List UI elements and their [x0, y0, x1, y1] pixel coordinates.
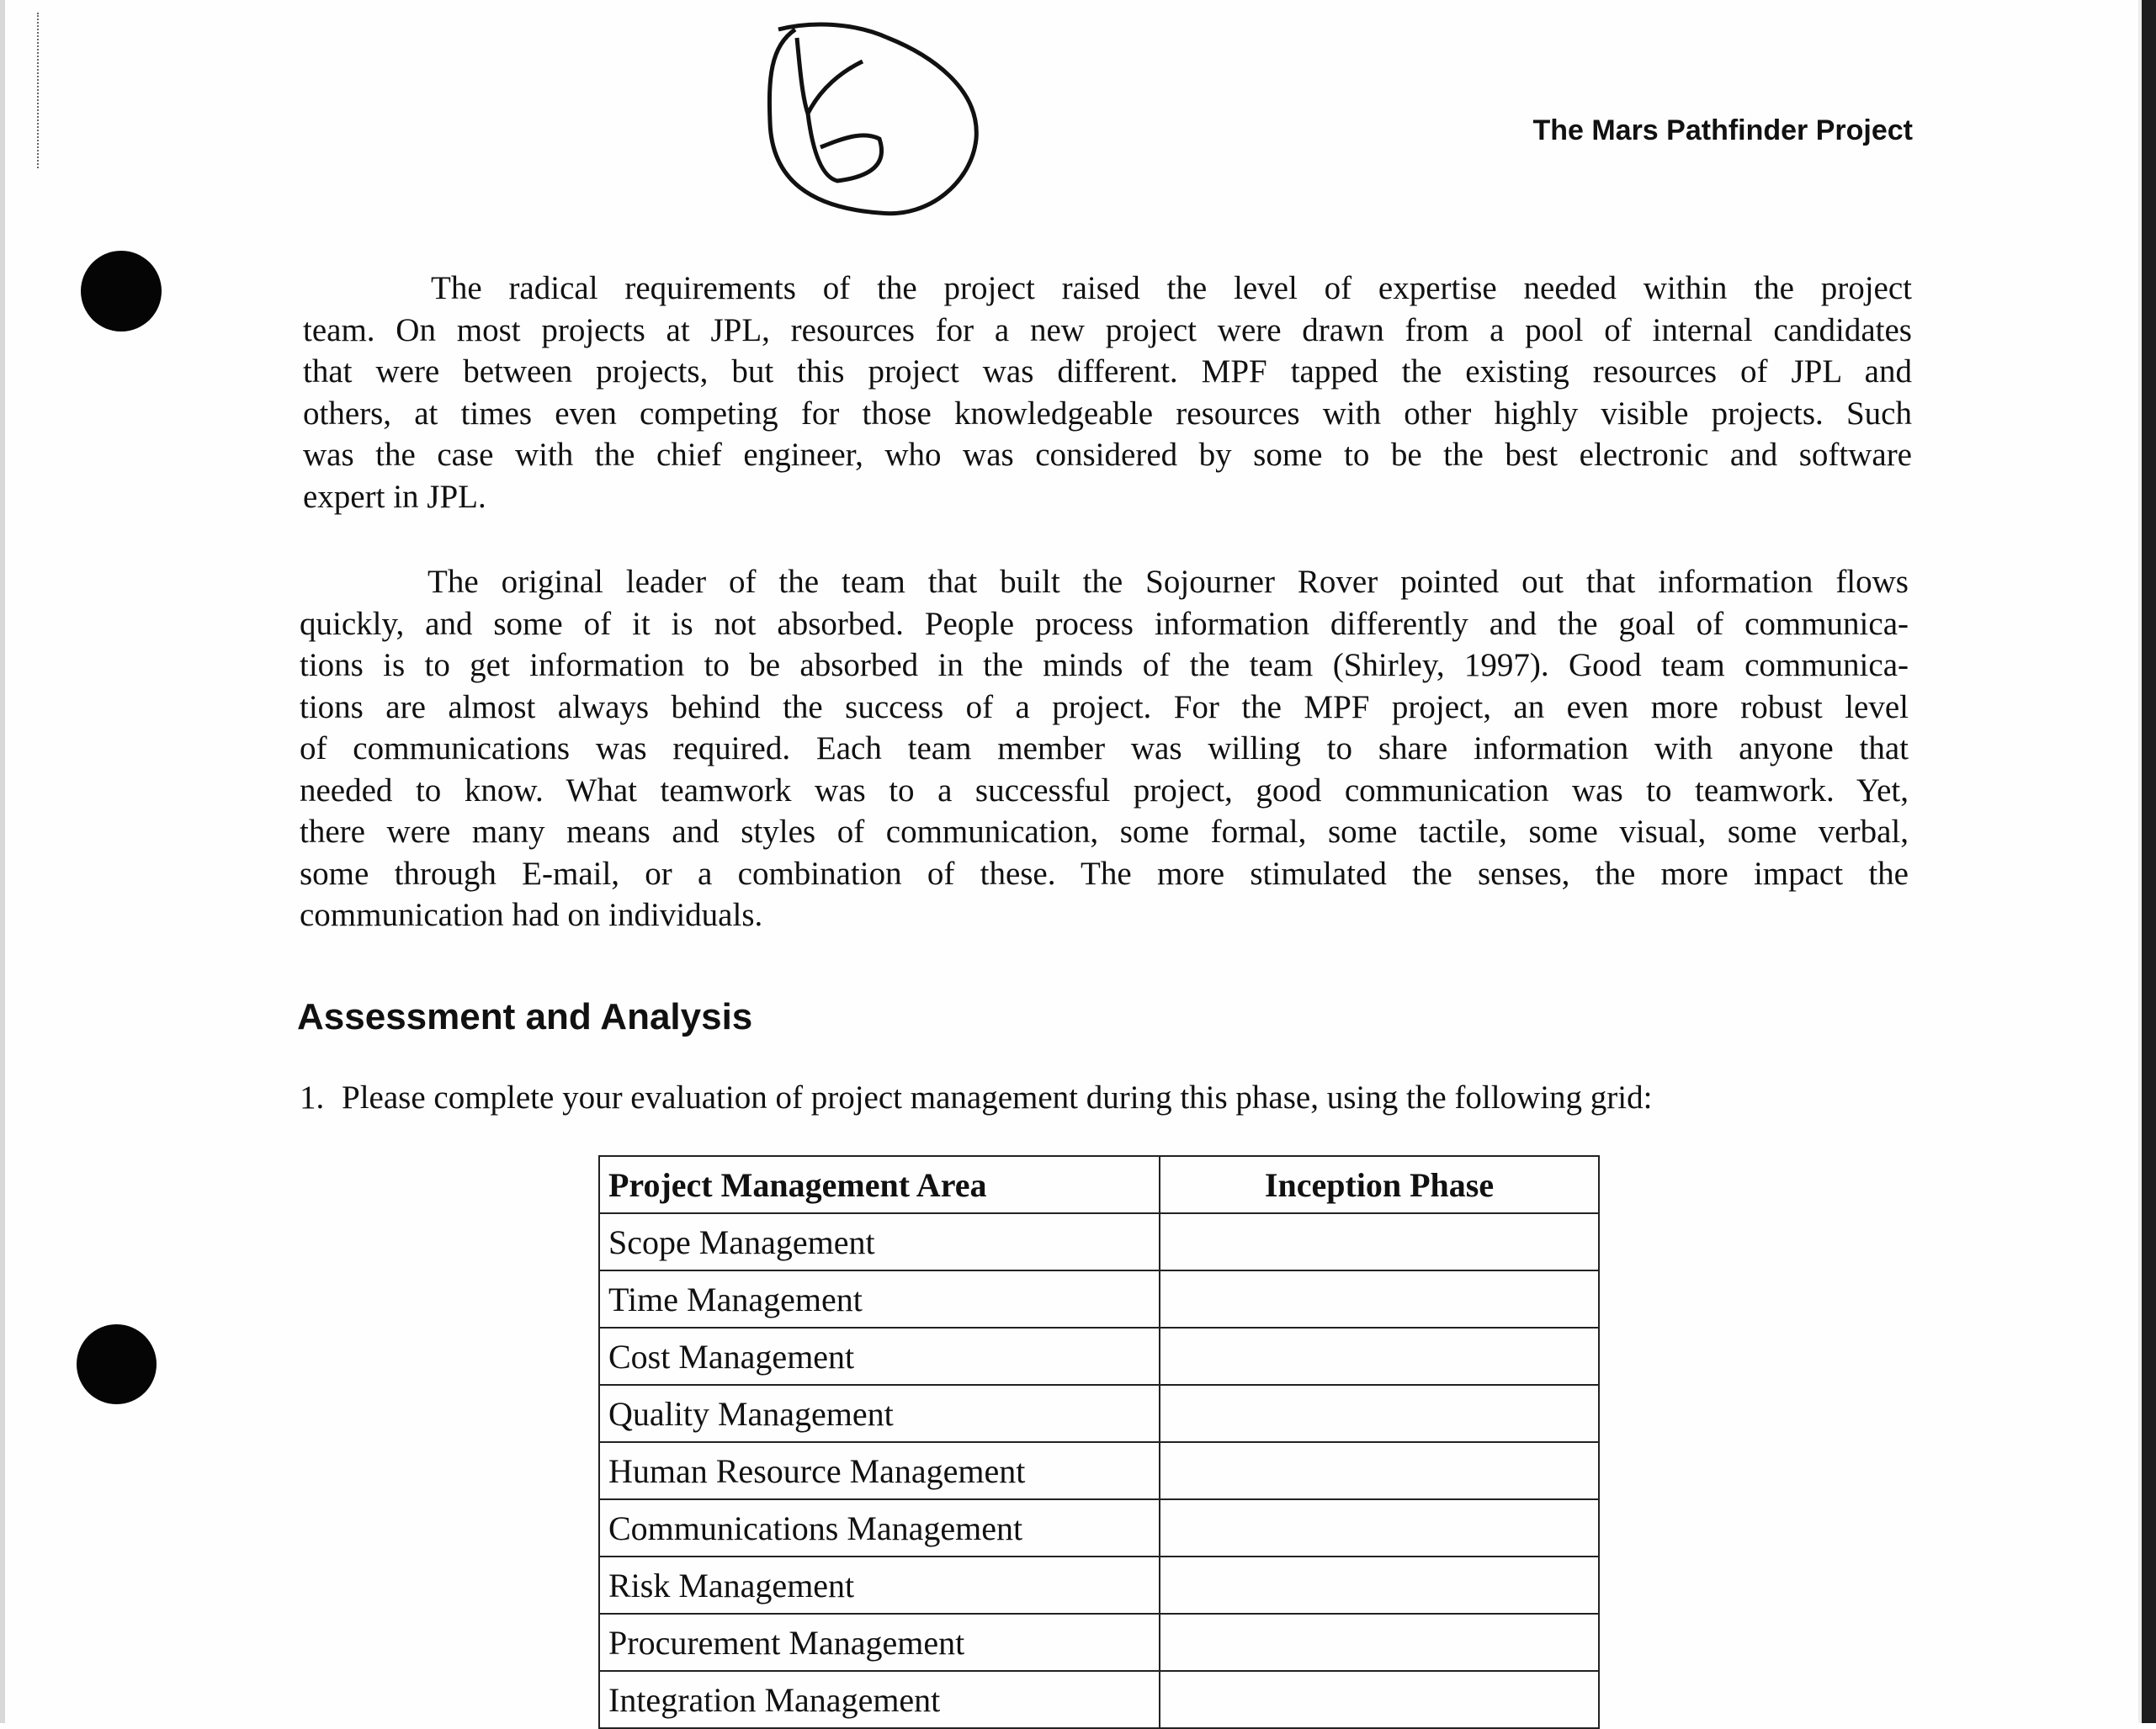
- scan-left-edge: [0, 0, 5, 1723]
- question-text: Please complete your evaluation of project management during this phase, using the following grid:: [342, 1079, 1653, 1116]
- table-row: [599, 1499, 1599, 1557]
- table-row: [599, 1328, 1599, 1385]
- text-line: others, at times even competing for those knowledgeable resources with other highly visible projects. Such: [303, 395, 1912, 432]
- table-row: [599, 1671, 1599, 1728]
- paragraph-1: [303, 268, 1912, 517]
- column-header-phase: Inception Phase: [1160, 1156, 1599, 1213]
- area-cell: Scope Management: [599, 1213, 1160, 1270]
- evaluation-grid: [598, 1155, 1600, 1729]
- viewer-background: [2142, 0, 2156, 1723]
- phase-cell: [1160, 1499, 1599, 1557]
- column-header-area: Project Management Area: [599, 1156, 1160, 1213]
- text-line: quickly, and some of it is not absorbed. People process information differently and the goal of communica-: [300, 605, 1909, 642]
- area-cell: Procurement Management: [599, 1614, 1160, 1671]
- text-line: The radical requirements of the project raised the level of expertise needed within the project: [431, 270, 1912, 306]
- table-row: [599, 1614, 1599, 1671]
- text-line: team. On most projects at JPL, resources for a new project were drawn from a pool of internal candidates: [303, 311, 1912, 348]
- area-cell: Quality Management: [599, 1385, 1160, 1442]
- punch-hole-top: [81, 251, 162, 331]
- phase-cell: [1160, 1442, 1599, 1499]
- phase-cell: [1160, 1213, 1599, 1270]
- phase-cell: [1160, 1328, 1599, 1385]
- area-cell: Integration Management: [599, 1671, 1160, 1728]
- table-row: [599, 1270, 1599, 1328]
- phase-cell: [1160, 1557, 1599, 1614]
- phase-cell: [1160, 1671, 1599, 1728]
- area-cell: Risk Management: [599, 1557, 1160, 1614]
- area-cell: Human Resource Management: [599, 1442, 1160, 1499]
- text-line: needed to know. What teamwork was to a successful project, good communication was to teamwork. Yet,: [300, 772, 1909, 809]
- area-cell: Time Management: [599, 1270, 1160, 1328]
- table-row: [599, 1442, 1599, 1499]
- phase-cell: [1160, 1270, 1599, 1328]
- phase-cell: [1160, 1614, 1599, 1671]
- handwritten-circled-number: [762, 13, 989, 223]
- text-line: The original leader of the team that built the Sojourner Rover pointed out that information flows: [427, 564, 1909, 600]
- text-line: tions is to get information to be absorbed in the minds of the team (Shirley, 1997). Good team communica-: [300, 647, 1909, 683]
- running-header: The Mars Pathfinder Project: [1532, 114, 1913, 146]
- section-heading: Assessment and Analysis: [297, 996, 753, 1037]
- table-row: [599, 1557, 1599, 1614]
- area-cell: Communications Management: [599, 1499, 1160, 1557]
- table-row: [599, 1385, 1599, 1442]
- text-line: tions are almost always behind the success of a project. For the MPF project, an even more robust level: [300, 688, 1909, 725]
- question-number: 1.: [300, 1079, 325, 1116]
- question-item: [300, 1079, 1652, 1116]
- scan-margin-mark: [37, 13, 40, 168]
- punch-hole-bottom: [77, 1324, 157, 1404]
- text-line: expert in JPL.: [303, 478, 486, 515]
- paragraph-2: [300, 561, 1909, 936]
- text-line: that were between projects, but this project was different. MPF tapped the existing resources of JPL and: [303, 353, 1912, 390]
- text-line: was the case with the chief engineer, who was considered by some to be the best electronic and software: [303, 437, 1912, 473]
- text-line: some through E-mail, or a combination of these. The more stimulated the senses, the more impact the: [300, 855, 1909, 892]
- table-row: [599, 1213, 1599, 1270]
- text-line: communication had on individuals.: [300, 897, 763, 933]
- table-header-row: [599, 1156, 1599, 1213]
- phase-cell: [1160, 1385, 1599, 1442]
- area-cell: Cost Management: [599, 1328, 1160, 1385]
- text-line: there were many means and styles of communication, some formal, some tactile, some visual, some verbal,: [300, 814, 1909, 850]
- text-line: of communications was required. Each team member was willing to share information with anyone that: [300, 730, 1909, 766]
